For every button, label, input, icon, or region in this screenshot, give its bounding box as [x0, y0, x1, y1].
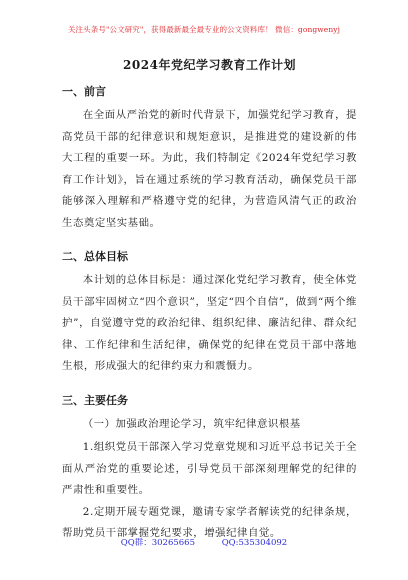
section-heading-preface: 一、前言 [62, 85, 106, 98]
task-item-1: 1.组织党员干部深入学习党章党规和习近平总书记关于全面从严治党的重要论述，引导党员干部深刻理解党的纪律的严肃性和重要性。 [62, 441, 357, 496]
section-heading-tasks: 三、主要任务 [62, 393, 128, 407]
section-heading-goals: 二、总体目标 [62, 250, 128, 263]
footer-qq-group: QQ群：30265665 [120, 538, 195, 548]
footer-contact [0, 536, 408, 548]
document-body [62, 56, 357, 545]
goals-paragraph: 本计划的总体目标是：通过深化党纪学习教育，使全体党员干部牢固树立“四个意识”，坚定“四个自信”，做到“两个维护”，自觉遵守党的政治纪律、组织纪律、廉洁纪律、群众纪律、工作纪律和生活纪律，确保党的纪律在党员干部中落地生根，形成强大的纪律约束力和震慑力。 [62, 274, 357, 372]
header-promo-note: 关注头条号"公文研究"，获得最新最全最专业的公文资料库！ 微信：gongwenyj [67, 25, 341, 34]
footer-qq-number: QQ:535304092 [221, 538, 288, 548]
task-item-2: 2.定期开展专题党课，邀请专家学者解读党的纪律条规，帮助党员干部掌握党纪要求，增强纪律自觉。 [62, 505, 357, 539]
preface-paragraph: 在全面从严治党的新时代背景下，加强党纪学习教育，提高党员干部的纪律意识和规矩意识，是推进党的建设新的伟大工程的重要一环。为此，我们特制定《2024年党纪学习教育工作计划》，旨在通过系统的学习教育活动，确保党员干部能够深入理解和严格遵守党的纪律，为营造风清气正的政治生态奠定坚实基础。 [62, 109, 357, 229]
tasks-subheading-1: （一）加强政治理论学习，筑牢纪律意识根基 [82, 417, 301, 430]
document-title: 2024年党纪学习教育工作计划 [123, 58, 296, 72]
